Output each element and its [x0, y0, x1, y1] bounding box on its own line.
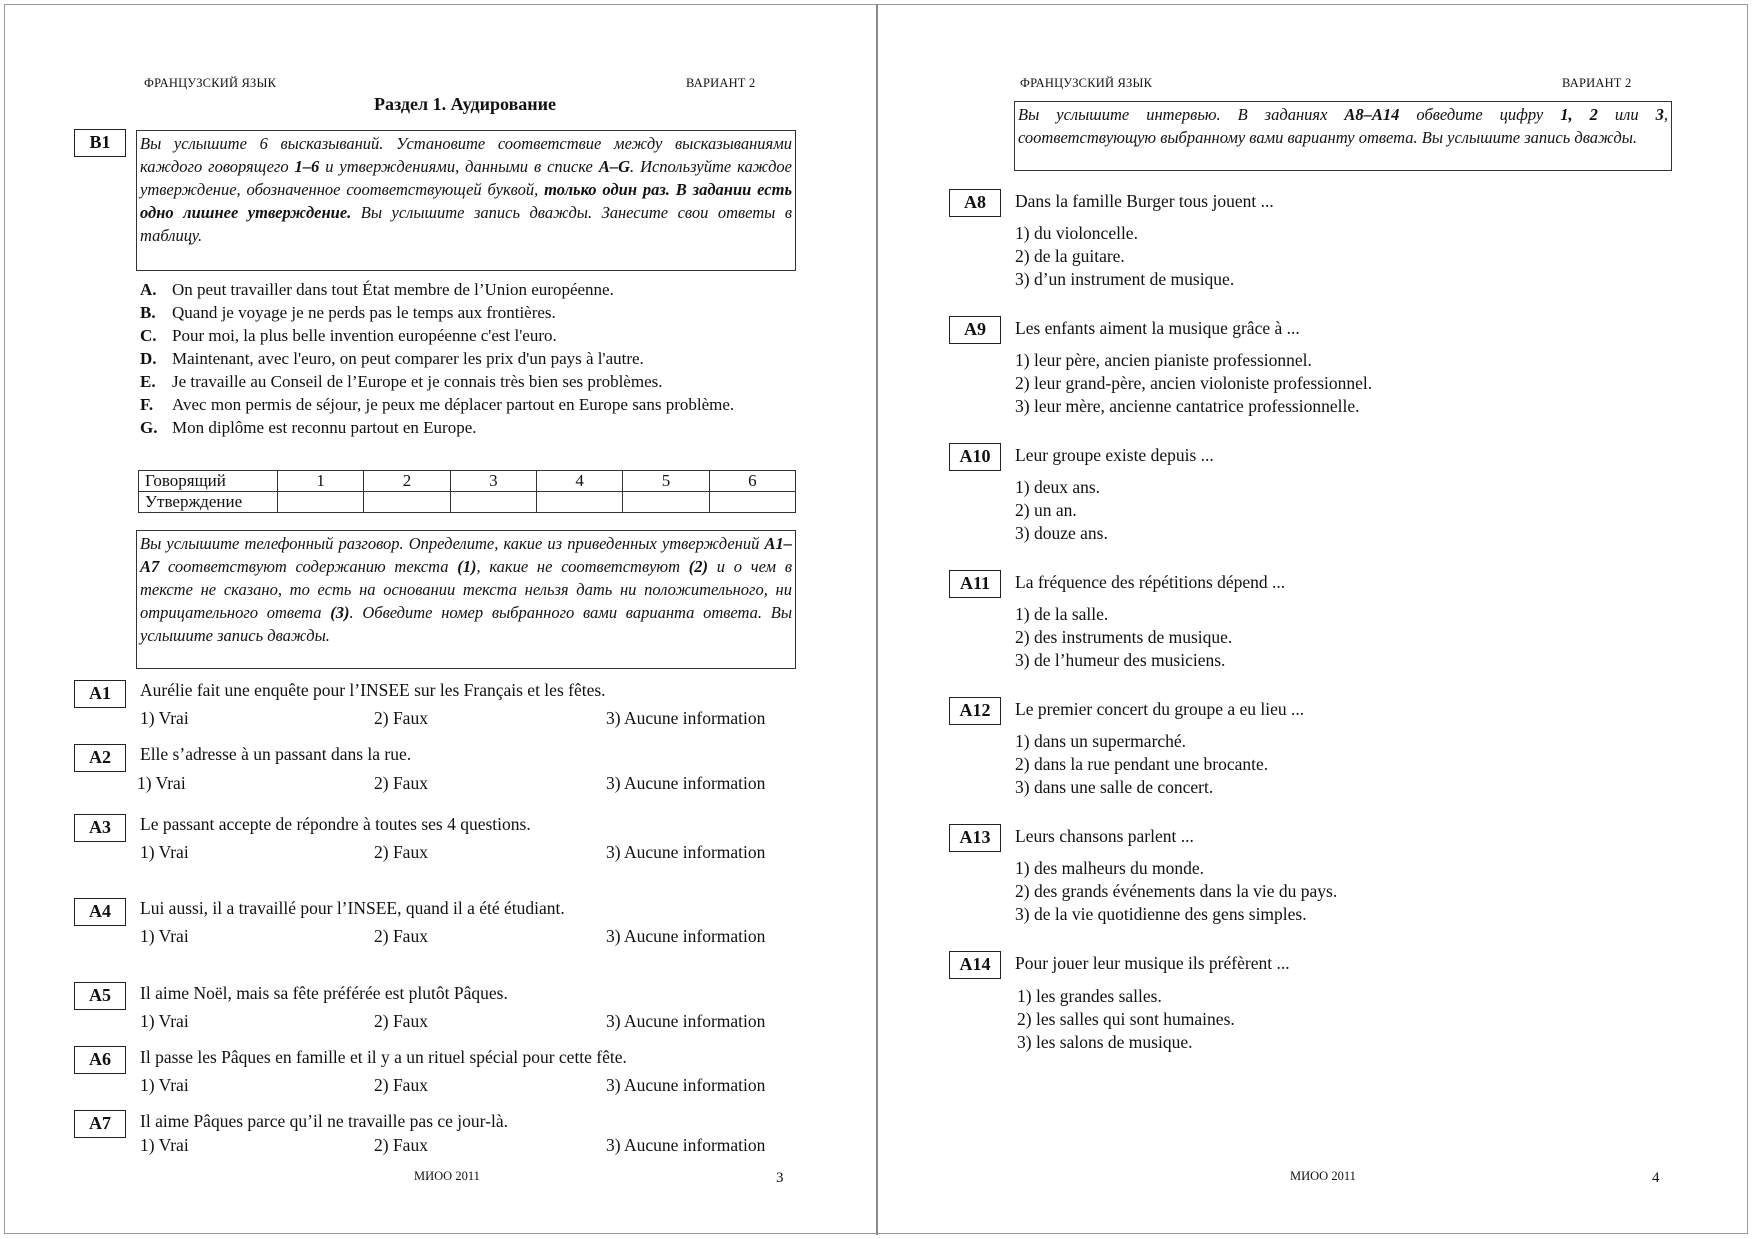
- option-1[interactable]: 1) leur père, ancien pianiste professionnel.: [1015, 350, 1312, 370]
- option-true[interactable]: 1) Vrai: [140, 1135, 189, 1155]
- page-number: 3: [776, 1170, 784, 1186]
- question-text: Le premier concert du groupe a eu lieu ...: [1015, 699, 1305, 719]
- statement: D. Maintenant, avec l'euro, on peut comparer les prix d'un pays à l'autre.: [140, 349, 644, 368]
- task-label-a5: A5: [74, 982, 126, 1010]
- question-text: Lui aussi, il a travaillé pour l’INSEE, quand il a été étudiant.: [140, 898, 565, 918]
- task-label-a7: A7: [74, 1110, 126, 1138]
- option-false[interactable]: 2) Faux: [374, 1075, 428, 1095]
- subject-header: ФРАНЦУЗСКИЙ ЯЗЫК: [1020, 76, 1153, 90]
- answer-cell[interactable]: [364, 492, 450, 513]
- option-false[interactable]: 2) Faux: [374, 926, 428, 946]
- question-text: Pour jouer leur musique ils préfèrent ...: [1015, 953, 1290, 973]
- speaker-cell: 5: [623, 471, 709, 492]
- option-3[interactable]: 3) d’un instrument de musique.: [1015, 269, 1235, 289]
- answer-cell[interactable]: [278, 492, 364, 513]
- option-no-info[interactable]: 3) Aucune information: [606, 842, 766, 862]
- statement: F. Avec mon permis de séjour, je peux me déplacer partout en Europe sans problème.: [140, 395, 735, 414]
- option-1[interactable]: 1) deux ans.: [1015, 477, 1101, 497]
- section-title: Раздел 1. Аудирование: [373, 94, 557, 114]
- option-2[interactable]: 2) les salles qui sont humaines.: [1017, 1009, 1235, 1029]
- page-number: 4: [1652, 1170, 1660, 1186]
- option-3[interactable]: 3) dans une salle de concert.: [1015, 777, 1214, 797]
- task-label-b1: B1: [74, 129, 126, 157]
- option-1[interactable]: 1) dans un supermarché.: [1015, 731, 1187, 751]
- option-1[interactable]: 1) du violoncelle.: [1015, 223, 1138, 243]
- a-instructions: Вы услышите телефонный разговор. Определите, какие из приведенных утверждений А1–А7 соответствуют содержанию текста (1), какие не соответствуют (2) и о чем в тексте не сказано, то есть на основании текста нельзя дать ни положительного, ни отрицательного ответа (3). Обведите номер выбранного вами варианта ответа. Вы услышите запись дважды.: [136, 530, 796, 669]
- task-label-a13: A13: [949, 824, 1001, 852]
- variant-header: ВАРИАНТ 2: [1562, 76, 1632, 90]
- option-true[interactable]: 1) Vrai: [140, 708, 189, 728]
- option-true[interactable]: 1) Vrai: [137, 773, 186, 793]
- task-label-a6: A6: [74, 1046, 126, 1074]
- option-true[interactable]: 1) Vrai: [140, 1075, 189, 1095]
- task-label-a8: A8: [949, 189, 1001, 217]
- option-2[interactable]: 2) dans la rue pendant une brocante.: [1015, 754, 1269, 774]
- option-false[interactable]: 2) Faux: [374, 1011, 428, 1031]
- question-text: Il passe les Pâques en famille et il y a un rituel spécial pour cette fête.: [140, 1047, 627, 1067]
- statement: B. Quand je voyage je ne perds pas le temps aux frontières.: [140, 303, 556, 322]
- speaker-cell: 4: [536, 471, 622, 492]
- question-text: La fréquence des répétitions dépend ...: [1015, 572, 1286, 592]
- option-2[interactable]: 2) des instruments de musique.: [1015, 627, 1233, 647]
- option-no-info[interactable]: 3) Aucune information: [606, 708, 766, 728]
- speaker-cell: 3: [450, 471, 536, 492]
- option-3[interactable]: 3) de l’humeur des musiciens.: [1015, 650, 1226, 670]
- task-label-a11: A11: [949, 570, 1001, 598]
- speaker-row: [139, 471, 796, 492]
- task-label-a2: A2: [74, 744, 126, 772]
- option-3[interactable]: 3) les salons de musique.: [1017, 1032, 1193, 1052]
- a8-a14-instructions: Вы услышите интервью. В заданиях А8–А14 обведите цифру 1, 2 или 3, соответствующую выбранному вами варианту ответа. Вы услышите запись дважды.: [1014, 101, 1672, 171]
- question-text: Leurs chansons parlent ...: [1015, 826, 1194, 846]
- statement: A. On peut travailler dans tout État membre de l’Union européenne.: [140, 280, 614, 299]
- task-label-a4: A4: [74, 898, 126, 926]
- task-label-a14: A14: [949, 951, 1001, 979]
- option-1[interactable]: 1) les grandes salles.: [1017, 986, 1162, 1006]
- option-no-info[interactable]: 3) Aucune information: [606, 1011, 766, 1031]
- option-no-info[interactable]: 3) Aucune information: [606, 926, 766, 946]
- question-text: Il aime Noël, mais sa fête préférée est plutôt Pâques.: [140, 983, 508, 1003]
- b1-instructions: Вы услышите 6 высказываний. Установите соответствие между высказываниями каждого говорящего 1–6 и утверждениями, данными в списке A–G. Используйте каждое утверждение, обозначенное соответствующей буквой, только один раз. В задании есть одно лишнее утверждение. Вы услышите запись дважды. Занесите свои ответы в таблицу.: [136, 130, 796, 271]
- option-2[interactable]: 2) des grands événements dans la vie du pays.: [1015, 881, 1338, 901]
- answer-cell[interactable]: [536, 492, 622, 513]
- answer-cell[interactable]: [450, 492, 536, 513]
- speaker-cell: 1: [278, 471, 364, 492]
- right-page: [878, 0, 1754, 1239]
- variant-header: ВАРИАНТ 2: [686, 76, 756, 90]
- task-label-a1: A1: [74, 680, 126, 708]
- option-no-info[interactable]: 3) Aucune information: [606, 773, 766, 793]
- option-1[interactable]: 1) des malheurs du monde.: [1015, 858, 1205, 878]
- task-label-a10: A10: [949, 443, 1001, 471]
- option-3[interactable]: 3) leur mère, ancienne cantatrice professionnelle.: [1015, 396, 1360, 416]
- question-text: Leur groupe existe depuis ...: [1015, 445, 1214, 465]
- statement: C. Pour moi, la plus belle invention européenne c'est l'euro.: [140, 326, 557, 345]
- speaker-row-label: Говорящий: [139, 471, 278, 492]
- question-text: Elle s’adresse à un passant dans la rue.: [140, 744, 412, 764]
- question-text: Les enfants aiment la musique grâce à ...: [1015, 318, 1300, 338]
- footer: МИОО 2011: [414, 1169, 480, 1183]
- answer-cell[interactable]: [709, 492, 795, 513]
- option-false[interactable]: 2) Faux: [374, 1135, 428, 1155]
- subject-header: ФРАНЦУЗСКИЙ ЯЗЫК: [144, 76, 277, 90]
- option-no-info[interactable]: 3) Aucune information: [606, 1135, 766, 1155]
- option-true[interactable]: 1) Vrai: [140, 1011, 189, 1031]
- task-label-a3: A3: [74, 814, 126, 842]
- answer-cell[interactable]: [623, 492, 709, 513]
- footer: МИОО 2011: [1290, 1169, 1356, 1183]
- option-2[interactable]: 2) de la guitare.: [1015, 246, 1125, 266]
- option-2[interactable]: 2) leur grand-père, ancien violoniste professionnel.: [1015, 373, 1373, 393]
- question-text: Il aime Pâques parce qu’il ne travaille pas ce jour-là.: [140, 1111, 508, 1131]
- option-false[interactable]: 2) Faux: [374, 708, 428, 728]
- answer-table: [138, 470, 796, 513]
- statement: E. Je travaille au Conseil de l’Europe et je connais très bien ses problèmes.: [140, 372, 663, 391]
- option-2[interactable]: 2) un an.: [1015, 500, 1077, 520]
- task-label-a12: A12: [949, 697, 1001, 725]
- left-page: [0, 0, 876, 1239]
- option-true[interactable]: 1) Vrai: [140, 842, 189, 862]
- statement: G. Mon diplôme est reconnu partout en Europe.: [140, 418, 477, 437]
- question-text: Aurélie fait une enquête pour l’INSEE sur les Français et les fêtes.: [140, 680, 606, 700]
- option-false[interactable]: 2) Faux: [374, 773, 428, 793]
- option-false[interactable]: 2) Faux: [374, 842, 428, 862]
- option-no-info[interactable]: 3) Aucune information: [606, 1075, 766, 1095]
- statement-row: [139, 492, 796, 513]
- option-true[interactable]: 1) Vrai: [140, 926, 189, 946]
- statement-row-label: Утверждение: [139, 492, 278, 513]
- speaker-cell: 2: [364, 471, 450, 492]
- question-text: Le passant accepte de répondre à toutes ses 4 questions.: [140, 814, 531, 834]
- statement-list: [140, 278, 790, 439]
- task-label-a9: A9: [949, 316, 1001, 344]
- question-text: Dans la famille Burger tous jouent ...: [1015, 191, 1274, 211]
- speaker-cell: 6: [709, 471, 795, 492]
- option-3[interactable]: 3) de la vie quotidienne des gens simples.: [1015, 904, 1307, 924]
- option-1[interactable]: 1) de la salle.: [1015, 604, 1109, 624]
- option-3[interactable]: 3) douze ans.: [1015, 523, 1108, 543]
